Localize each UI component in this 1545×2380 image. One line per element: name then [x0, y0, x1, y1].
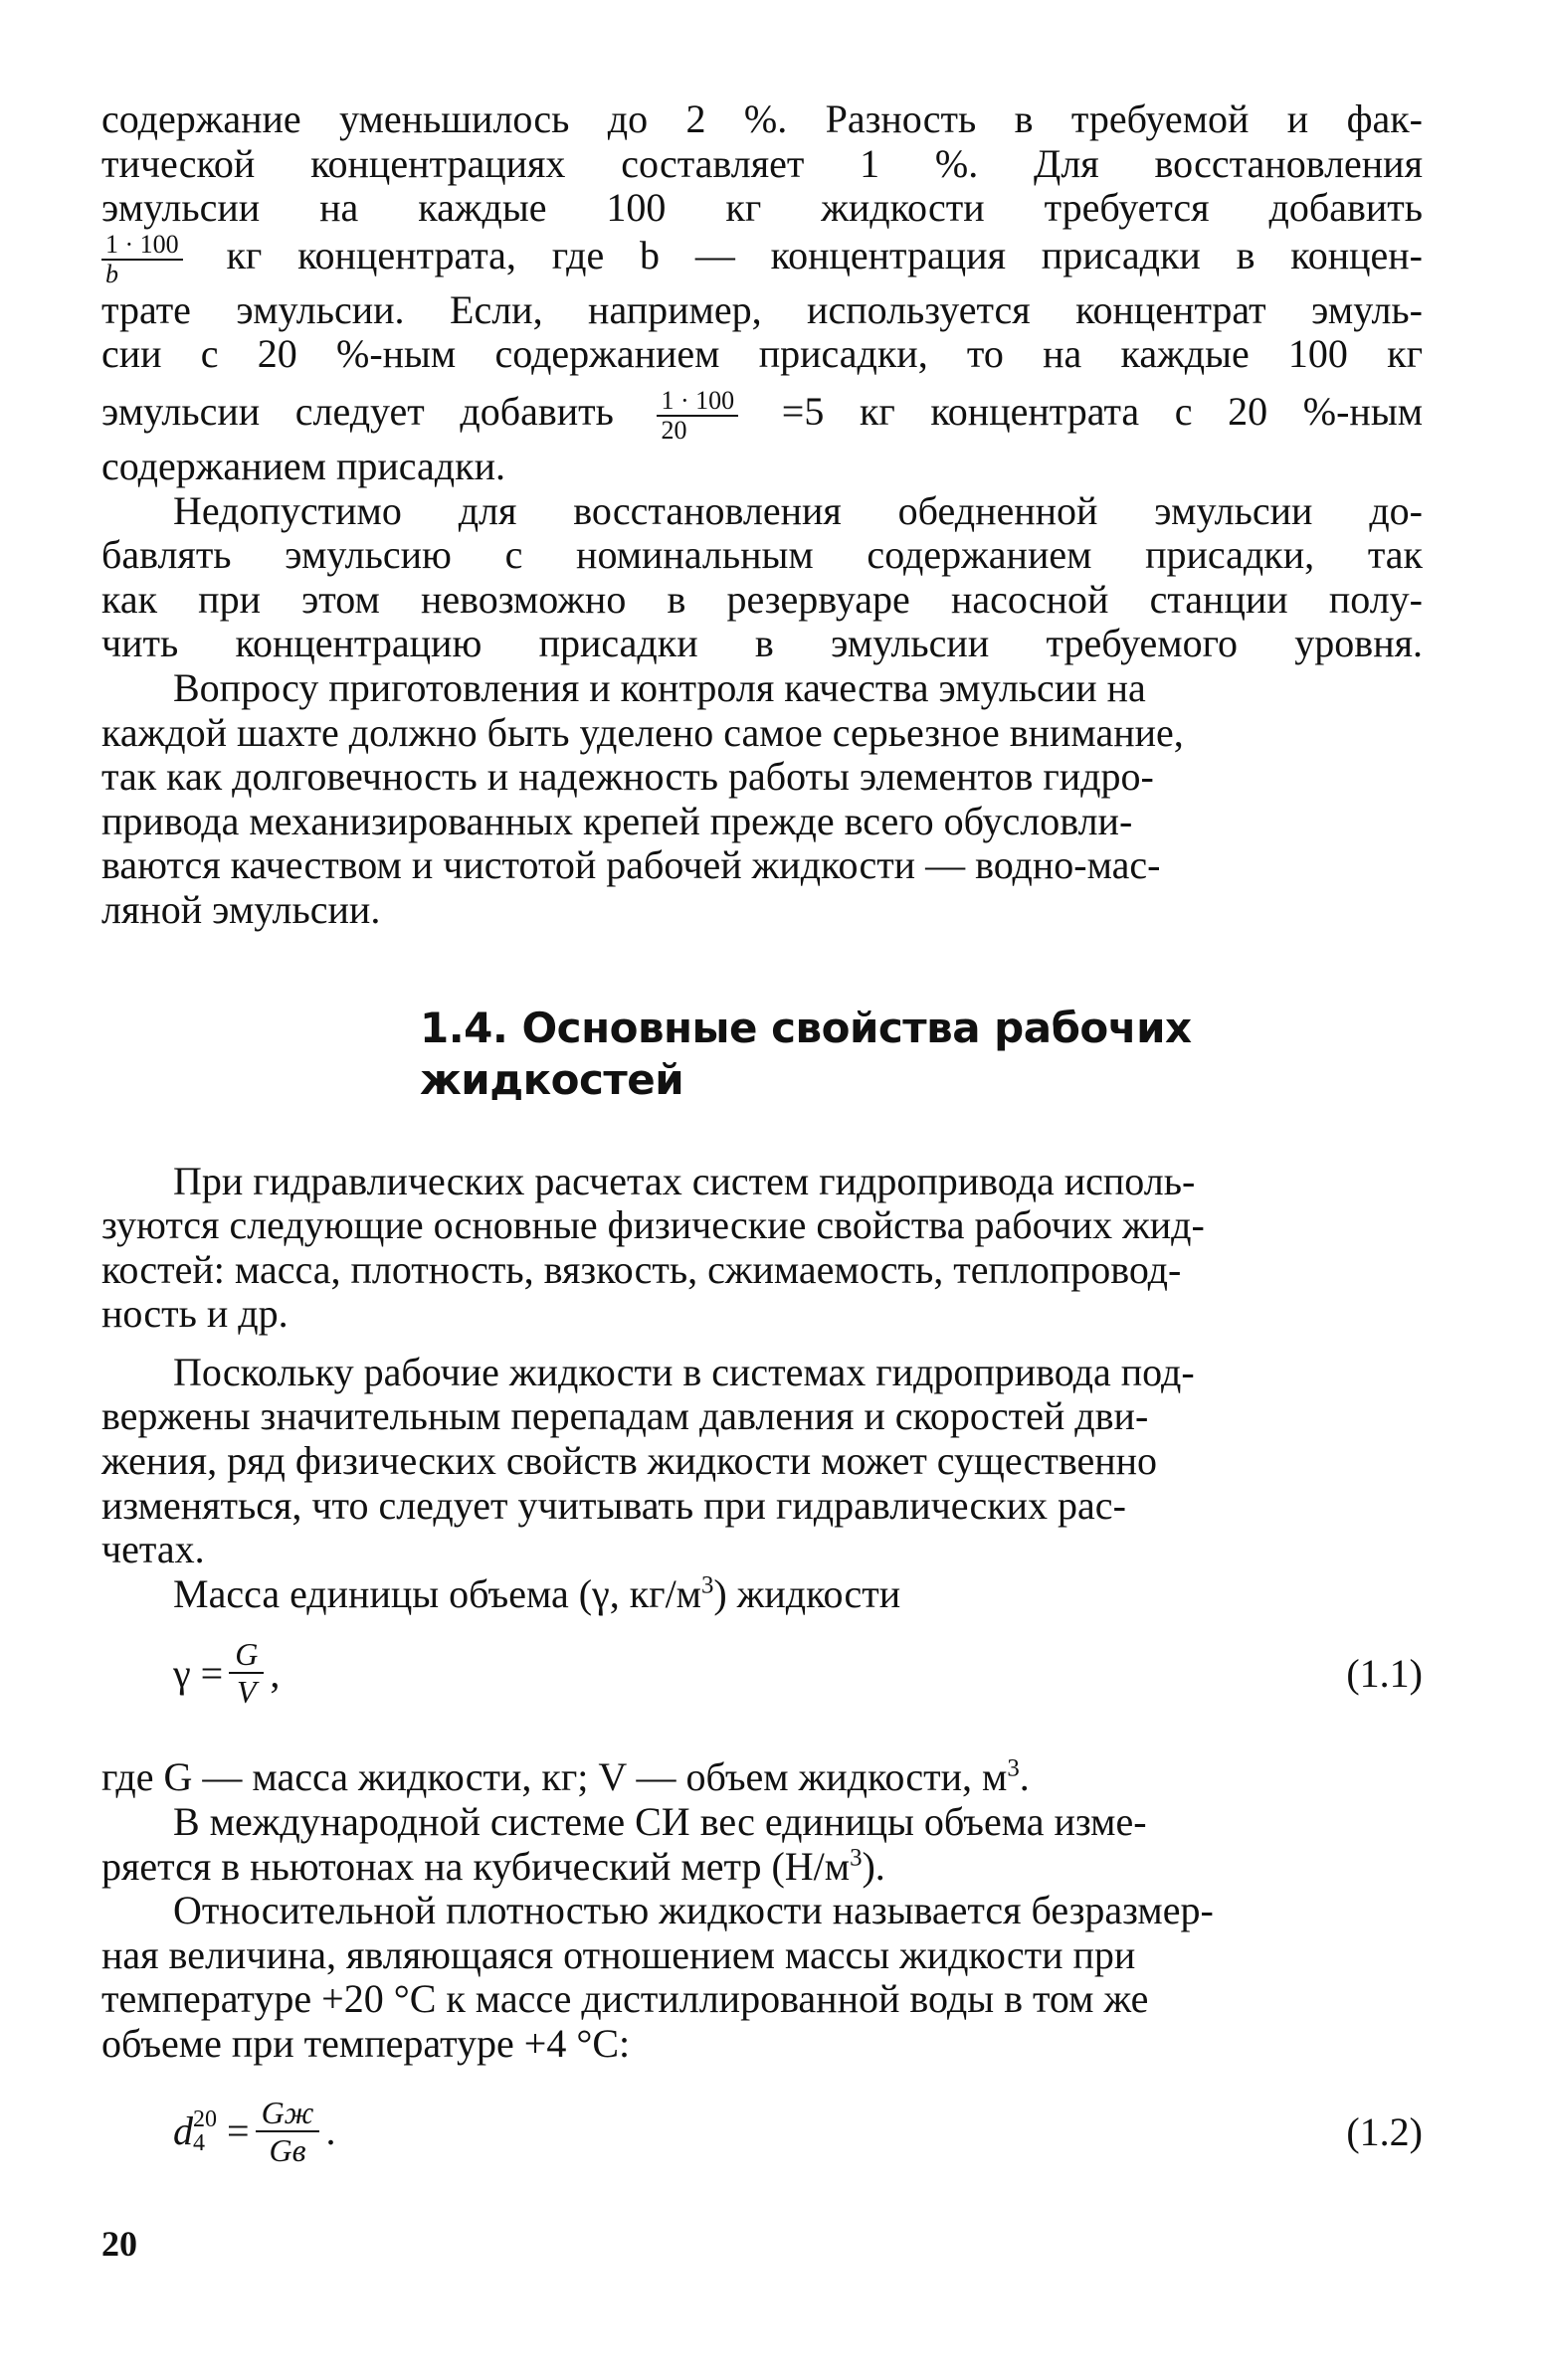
equation-number: (1.1) — [1346, 1651, 1423, 1697]
text-line: ность и др. — [101, 1291, 289, 1337]
text-line: привода механизированных крепей прежде всего обусловли- — [101, 798, 1133, 843]
text-line: четах. — [101, 1527, 205, 1572]
subscript: 4 — [193, 2129, 205, 2156]
text-line: сии с 20 %-ным содержанием присадки, то на каждые 100 кг — [101, 331, 1423, 377]
formula-indices — [193, 2107, 217, 2155]
text-line: эмульсии на каждые 100 кг жидкости требуется добавить — [101, 185, 1423, 231]
paragraph-unit-mass — [101, 1572, 1423, 1617]
fraction-denominator: 20 — [661, 415, 687, 445]
paragraph-continuation — [101, 445, 1423, 489]
formula-equals: = — [227, 2108, 250, 2154]
text-line: тической концентрациях составляет 1 %. Для восстановления — [101, 140, 1423, 186]
formula-expression — [173, 1636, 280, 1710]
text-line: ваются качеством и чистотой рабочей жидкости — водно-мас- — [101, 842, 1161, 888]
fraction-denominator: Gв — [269, 2131, 306, 2168]
text-line: ная величина, являющаяся отношением массы жидкости при — [101, 1931, 1136, 1977]
text-line: вержены значительным перепадам давления и скоростей дви- — [101, 1393, 1149, 1439]
page-body — [101, 97, 1423, 2184]
text-line: температуре +20 °С к массе дистиллированной воды в том же — [101, 1976, 1149, 2022]
superscript: 3 — [850, 1844, 863, 1872]
text-fragment: эмульсии следует добавить — [101, 389, 614, 435]
formula-1-1 — [101, 1616, 1423, 1726]
text-line: так как долговечность и надежность работы элементов гидро- — [101, 754, 1154, 800]
text-fragment: ). — [862, 1843, 885, 1889]
formula-expression — [173, 2095, 335, 2168]
paragraph-si-system — [101, 1800, 1423, 1889]
text-line: как при этом невозможно в резервуаре насосной станции полу- — [101, 576, 1423, 622]
text-line: изменяться, что следует учитывать при гидравлических рас- — [101, 1482, 1126, 1528]
text-fragment: =5 кг концентрата с 20 %-ным — [781, 389, 1424, 435]
text-line: Недопустимо для восстановления обедненной эмульсии до- — [173, 487, 1423, 533]
paragraph-relative-density — [101, 1889, 1423, 2066]
text-line: бавлять эмульсию с номинальным содержанием присадки, так — [101, 532, 1423, 578]
text-line: объеме при температуре +4 °С: — [101, 2021, 631, 2066]
text-fragment: кг концентрата, где b — концентрация присадки в концен- — [226, 232, 1423, 277]
fraction-100-over-b — [101, 231, 183, 288]
text-line: ляной эмульсии. — [101, 886, 381, 932]
formula-lhs: γ = — [173, 1650, 224, 1696]
text-line: жения, ряд физических свойств жидкости может существенно — [101, 1438, 1158, 1484]
paragraph-pressure-drops — [101, 1351, 1423, 1572]
fraction-numerator: Gж — [256, 2095, 320, 2132]
paragraph-where — [101, 1755, 1423, 1800]
heading-line: жидкостей — [420, 1054, 684, 1104]
superscript: 3 — [1007, 1755, 1020, 1783]
fraction-gzh-over-gv — [256, 2095, 320, 2168]
text-line: В международной системе СИ вес единицы объема изме- — [173, 1799, 1147, 1845]
text-fragment: где G — масса жидкости, кг; V — объем жидкости, м — [101, 1754, 1008, 1800]
text-line: содержание уменьшилось до 2 %. Разность в требуемой и фак- — [101, 96, 1423, 141]
formula-1-2 — [101, 2075, 1423, 2184]
text-fragment: ряется в ньютонах на кубический метр (Н/м — [101, 1843, 851, 1889]
fraction-numerator: G — [229, 1636, 264, 1674]
equation-number: (1.2) — [1346, 2108, 1423, 2154]
text-line: При гидравлических расчетах систем гидропривода исполь- — [173, 1158, 1196, 1203]
text-line: каждой шахте должно быть уделено самое серьезное внимание, — [101, 709, 1184, 755]
text-fragment: ) жидкости — [713, 1570, 901, 1616]
text-line: Поскольку рабочие жидкости в системах гидропривода под- — [173, 1349, 1195, 1394]
paragraph-emulsion-restoration — [101, 97, 1423, 445]
fraction-numerator: 1 · 100 — [657, 387, 738, 417]
text-fragment: Масса единицы объема (γ, кг/м — [173, 1570, 701, 1616]
text-line-with-fraction — [101, 231, 1423, 288]
paragraph-physical-properties — [101, 1160, 1423, 1337]
fraction-g-over-v — [229, 1636, 264, 1710]
fraction-denominator: b — [105, 259, 118, 288]
text-line-with-fraction — [101, 387, 1423, 445]
formula-tail: , — [270, 1650, 281, 1696]
paragraph-quality-control — [101, 666, 1423, 933]
fraction-100-over-20 — [657, 387, 738, 445]
page-number: 20 — [101, 2224, 137, 2264]
paragraph-nominal-emulsion — [101, 489, 1423, 666]
text-line: зуются следующие основные физические свойства рабочих жид- — [101, 1202, 1205, 1248]
text-fragment: . — [1019, 1754, 1030, 1800]
superscript: 20 — [193, 2105, 217, 2132]
text-line: содержанием присадки. — [101, 443, 505, 488]
superscript: 3 — [701, 1571, 714, 1599]
formula-base: d — [173, 2108, 193, 2154]
section-heading — [420, 1003, 1423, 1106]
formula-tail: . — [325, 2108, 336, 2154]
text-line: костей: масса, плотность, вязкость, сжимаемость, теплопровод- — [101, 1246, 1182, 1292]
text-line: Вопросу приготовления и контроля качества эмульсии на — [173, 664, 1146, 710]
text-line: чить концентрацию присадки в эмульсии требуемого уровня. — [101, 621, 1423, 666]
fraction-denominator: V — [237, 1674, 257, 1711]
heading-line: 1.4. Основные свойства рабочих — [420, 1003, 1192, 1052]
text-line: Относительной плотностью жидкости называется безразмер- — [173, 1888, 1214, 1933]
text-line: трате эмульсии. Если, например, используется концентрат эмуль- — [101, 286, 1423, 332]
fraction-numerator: 1 · 100 — [101, 231, 183, 261]
